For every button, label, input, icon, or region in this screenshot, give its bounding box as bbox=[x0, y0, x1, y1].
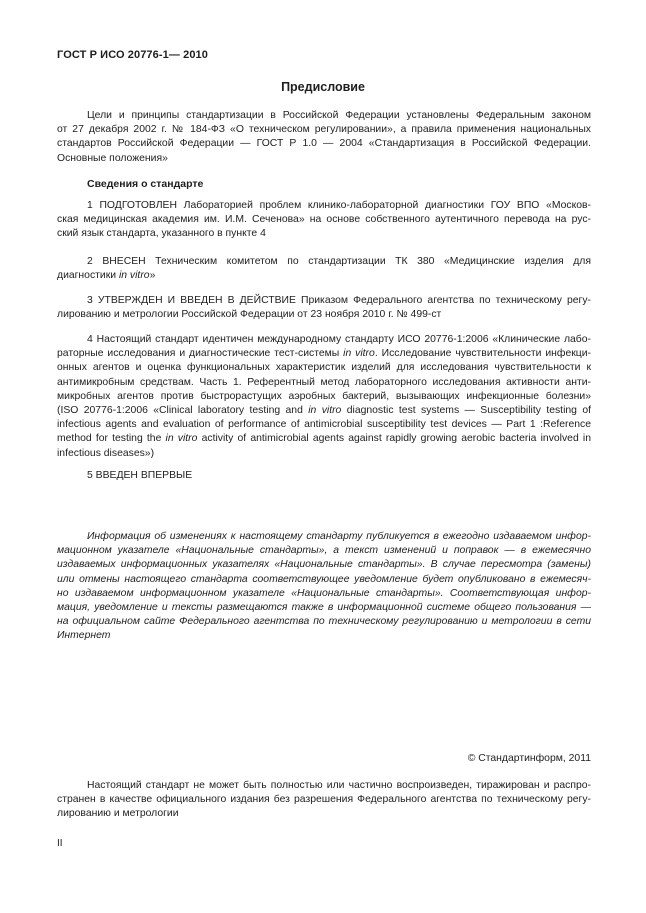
text-run: (ISO 20776-1:2006 «Clinical laboratory testing and bbox=[57, 405, 309, 417]
text-line: микробных агентов против быстрорастущих аэробных бактерий, вызывающих инфекционные болезни» bbox=[57, 390, 591, 402]
item-2-paragraph bbox=[57, 255, 591, 283]
text-line bbox=[57, 347, 591, 361]
item-4-paragraph bbox=[57, 333, 591, 461]
italic-text: in vitro bbox=[118, 270, 150, 282]
italic-text: in vitro bbox=[165, 433, 198, 445]
text-line: 5 ВВЕДЕН ВПЕРВЫЕ bbox=[87, 470, 193, 481]
change-notice-paragraph bbox=[57, 530, 591, 644]
text-line: ская медицинская академия им. И.М. Сеченова» на основе собственного аутентичного перевода на рус- bbox=[57, 214, 591, 226]
text-line: антимикробным средствам. Часть 1. Референтный метод лабораторного исследования активности анти- bbox=[57, 376, 591, 388]
text-line: на официальном сайте Федерального агентства по техническому регулированию и метрологии в сети bbox=[57, 616, 591, 628]
text-line: мация, уведомление и тексты размещаются также в информационной системе общего пользования — bbox=[57, 602, 591, 614]
section-subheading: Сведения о стандарте bbox=[87, 178, 204, 190]
text-line: лированию и метрологии bbox=[57, 808, 179, 820]
text-line: 2 ВНЕСЕН Техническим комитетом по стандартизации ТК 380 «Медицинские изделия для bbox=[87, 256, 591, 267]
italic-text: in vitro bbox=[308, 405, 342, 417]
text-line bbox=[57, 432, 591, 446]
reproduction-notice-paragraph bbox=[57, 779, 591, 822]
text-run: » bbox=[149, 270, 156, 282]
text-line: или отмены настоящего стандарта соответствующее уведомление будет опубликовано в ежемесяч- bbox=[57, 573, 591, 585]
item-5-paragraph bbox=[57, 469, 591, 483]
text-line: infectious agents and evaluation of performance of antimicrobial susceptibility test devices — Part 1 :Reference bbox=[57, 419, 591, 431]
text-line: от 27 декабря 2002 г. № 184-ФЗ «О техническом регулировании», а правила применения национальных bbox=[57, 124, 591, 136]
text-line: онных агентов и оценка функциональных характеристик изделий для исследования чувствительности к bbox=[57, 362, 591, 374]
text-line: Интернет bbox=[57, 630, 111, 642]
text-run: diagnostic test systems — Susceptibility testing of bbox=[341, 405, 591, 417]
text-line bbox=[57, 404, 591, 418]
text-line: ский язык стандарта, указанного в пункте 4 bbox=[57, 228, 266, 240]
text-line bbox=[57, 269, 591, 283]
standard-code-header: ГОСТ Р ИСО 20776-1— 2010 bbox=[57, 49, 208, 61]
page-title: Предисловие bbox=[281, 80, 365, 94]
page-number: II bbox=[57, 838, 63, 849]
text-line: странен в качестве официального издания без разрешения Федерального агентства по техническому регу- bbox=[57, 794, 591, 806]
text-line: но издаваемом информационном указателе «Национальные стандарты». Соответствующая инфор- bbox=[57, 587, 591, 599]
item-3-paragraph bbox=[57, 294, 591, 322]
copyright-notice: © Стандартинформ, 2011 bbox=[467, 753, 591, 764]
text-line: 1 ПОДГОТОВЛЕН Лабораторией проблем клинико-лабораторной диагностики ГОУ ВПО «Москов- bbox=[87, 200, 591, 211]
item-1-paragraph bbox=[57, 199, 591, 242]
text-line: 3 УТВЕРЖДЕН И ВВЕДЕН В ДЕЙСТВИЕ Приказом Федерального агентства по техническому регу- bbox=[87, 295, 591, 306]
text-line: 4 Настоящий стандарт идентичен международному стандарту ИСО 20776-1:2006 «Клинические лабо- bbox=[87, 334, 591, 345]
text-run: раторные исследования и диагностические тест-системы bbox=[57, 348, 344, 360]
text-line: лированию и метрологии Российской Федерации от 23 ноября 2010 г. № 499-ст bbox=[57, 309, 442, 321]
text-line: Настоящий стандарт не может быть полностью или частично воспроизведен, тиражирован и распро- bbox=[87, 780, 591, 791]
text-run: activity of antimicrobial agents against rapidly growing aerobic bacteria involved in bbox=[197, 433, 591, 445]
text-line: Информация об изменениях к настоящему стандарту публикуется в ежегодно издаваемом инфор- bbox=[87, 531, 591, 542]
italic-text: in vitro bbox=[343, 348, 375, 360]
text-line: Цели и принципы стандартизации в Российской Федерации установлены Федеральным законом bbox=[87, 110, 591, 121]
text-line: издаваемых информационных указателях «Национальные стандарты». В случае пересмотра (замены) bbox=[57, 559, 591, 571]
text-run: . Исследование чувствительности инфекци- bbox=[374, 348, 591, 360]
text-line: стандартов Российской Федерации — ГОСТ Р 1.0 — 2004 «Стандартизация в Российской Федерации. bbox=[57, 138, 591, 150]
text-line: infectious diseases») bbox=[57, 447, 155, 459]
text-line: Основные положения» bbox=[57, 152, 168, 164]
text-run: диагностики bbox=[57, 270, 119, 282]
intro-paragraph bbox=[57, 109, 591, 166]
text-line: мационном указателе «Национальные стандарты», а текст изменений и поправок — в ежемесячно bbox=[57, 545, 591, 557]
text-run: method for testing the bbox=[57, 433, 166, 445]
